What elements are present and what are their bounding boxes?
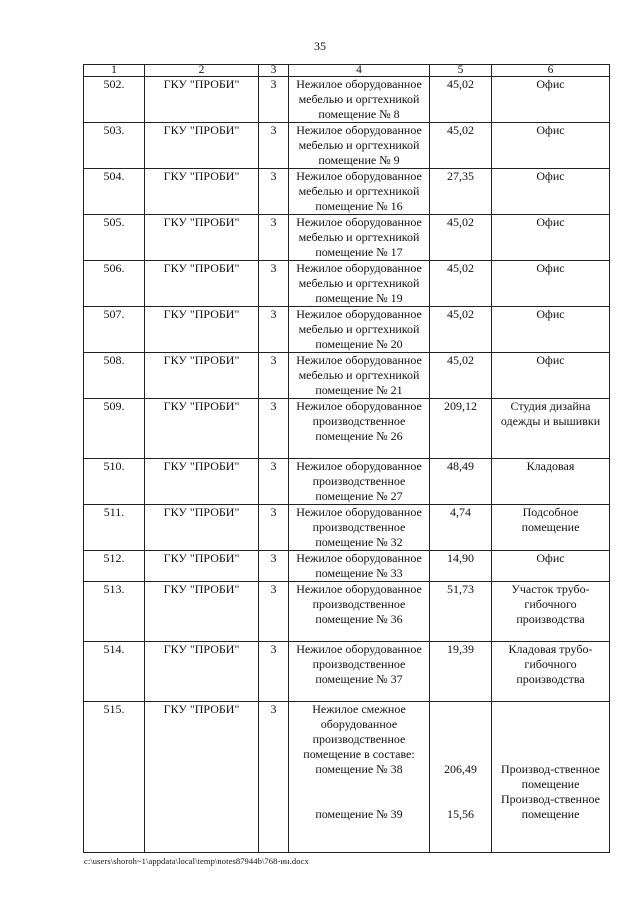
sub-use-39: Производ-ственное помещение [501, 792, 600, 821]
row-area: 51,73 [430, 582, 492, 642]
row-organization: ГКУ "ПРОБИ" [145, 261, 259, 307]
row-area: 209,12 [430, 399, 492, 459]
table-row [84, 353, 610, 399]
row-description: Нежилое оборудованное производственное помещение № 26 [289, 399, 430, 459]
row-use: Офис [492, 77, 610, 123]
table-row [84, 261, 610, 307]
row-description: Нежилое оборудованное мебелью и оргтехникой помещение № 20 [289, 307, 430, 353]
row-description: Нежилое оборудованное мебелью и оргтехникой помещение № 9 [289, 123, 430, 169]
row-number: 513. [84, 582, 145, 642]
table-row [84, 307, 610, 353]
row-organization: ГКУ "ПРОБИ" [145, 642, 259, 702]
sub-area-39: 15,56 [447, 807, 474, 821]
row-use [492, 702, 610, 853]
row-area: 45,02 [430, 261, 492, 307]
row-number: 502. [84, 77, 145, 123]
table-row [84, 77, 610, 123]
table-row [84, 123, 610, 169]
row-use: Участок трубо-гибочного производства [492, 582, 610, 642]
footer-file-path: c:\users\shoroh~1\appdata\local\temp\notes87944b\768-ин.docx [84, 856, 309, 866]
row-use: Офис [492, 261, 610, 307]
header-cell: 2 [145, 65, 259, 77]
row-col3: 3 [259, 702, 289, 853]
row-area: 48,49 [430, 459, 492, 505]
table-header-row [84, 65, 610, 77]
row-use: Кладовая трубо-гибочного производства [492, 642, 610, 702]
row-description: Нежилое оборудованное мебелью и оргтехникой помещение № 21 [289, 353, 430, 399]
row-description [289, 702, 430, 853]
row-number: 511. [84, 505, 145, 551]
row-description: Нежилое оборудованное мебелью и оргтехникой помещение № 19 [289, 261, 430, 307]
row-description: Нежилое оборудованное помещение № 33 [289, 551, 430, 582]
row-area [430, 702, 492, 853]
row-number: 504. [84, 169, 145, 215]
row-number: 514. [84, 642, 145, 702]
row-organization: ГКУ "ПРОБИ" [145, 215, 259, 261]
table-row [84, 642, 610, 702]
table-row [84, 215, 610, 261]
row-description: Нежилое оборудованное мебелью и оргтехникой помещение № 17 [289, 215, 430, 261]
row-col3: 3 [259, 642, 289, 702]
row-use: Кладовая [492, 459, 610, 505]
sub-description-38: помещение № 38 [315, 762, 403, 776]
row-description: Нежилое оборудованное мебелью и оргтехникой помещение № 8 [289, 77, 430, 123]
row-area: 27,35 [430, 169, 492, 215]
header-cell: 4 [289, 65, 430, 77]
row-use: Студия дизайна одежды и вышивки [492, 399, 610, 459]
row-number: 503. [84, 123, 145, 169]
row-col3: 3 [259, 582, 289, 642]
row-number: 505. [84, 215, 145, 261]
row-use: Подсобное помещение [492, 505, 610, 551]
row-number: 510. [84, 459, 145, 505]
row-description: Нежилое оборудованное производственное помещение № 36 [289, 582, 430, 642]
row-number: 515. [84, 702, 145, 853]
row-organization: ГКУ "ПРОБИ" [145, 582, 259, 642]
row-area: 4,74 [430, 505, 492, 551]
row-organization: ГКУ "ПРОБИ" [145, 123, 259, 169]
row-use: Офис [492, 551, 610, 582]
header-cell: 1 [84, 65, 145, 77]
property-table [83, 64, 610, 853]
row-description: Нежилое оборудованное производственное помещение № 32 [289, 505, 430, 551]
row-number: 506. [84, 261, 145, 307]
table-row-last [84, 702, 610, 853]
row-organization: ГКУ "ПРОБИ" [145, 77, 259, 123]
page-number: 35 [314, 39, 326, 53]
sub-description-39: помещение № 39 [315, 807, 403, 821]
row-col3: 3 [259, 77, 289, 123]
row-col3: 3 [259, 261, 289, 307]
header-cell: 6 [492, 65, 610, 77]
row-area: 14,90 [430, 551, 492, 582]
row-organization: ГКУ "ПРОБИ" [145, 505, 259, 551]
row-use: Офис [492, 353, 610, 399]
table-row [84, 459, 610, 505]
header-cell: 3 [259, 65, 289, 77]
row-area: 45,02 [430, 77, 492, 123]
sub-area-38: 206,49 [444, 762, 477, 776]
row-organization: ГКУ "ПРОБИ" [145, 702, 259, 853]
table-row [84, 551, 610, 582]
row-organization: ГКУ "ПРОБИ" [145, 459, 259, 505]
row-col3: 3 [259, 505, 289, 551]
row-organization: ГКУ "ПРОБИ" [145, 169, 259, 215]
sub-use-38: Производ-ственное помещение [501, 762, 600, 791]
row-number: 507. [84, 307, 145, 353]
row-description: Нежилое оборудованное мебелью и оргтехникой помещение № 16 [289, 169, 430, 215]
row-area: 45,02 [430, 215, 492, 261]
row-number: 509. [84, 399, 145, 459]
row-number: 512. [84, 551, 145, 582]
row-description: Нежилое оборудованное производственное помещение № 27 [289, 459, 430, 505]
row-description-main: Нежилое смежное оборудованное производственное помещение в составе: [303, 702, 415, 761]
row-use: Офис [492, 307, 610, 353]
row-number: 508. [84, 353, 145, 399]
row-use: Офис [492, 169, 610, 215]
row-col3: 3 [259, 307, 289, 353]
row-col3: 3 [259, 169, 289, 215]
row-area: 45,02 [430, 123, 492, 169]
table-row [84, 399, 610, 459]
row-use: Офис [492, 215, 610, 261]
table-row [84, 169, 610, 215]
header-cell: 5 [430, 65, 492, 77]
row-area: 19,39 [430, 642, 492, 702]
row-col3: 3 [259, 399, 289, 459]
row-area: 45,02 [430, 307, 492, 353]
row-col3: 3 [259, 215, 289, 261]
row-organization: ГКУ "ПРОБИ" [145, 551, 259, 582]
row-col3: 3 [259, 459, 289, 505]
row-organization: ГКУ "ПРОБИ" [145, 399, 259, 459]
row-area: 45,02 [430, 353, 492, 399]
table-row [84, 505, 610, 551]
row-col3: 3 [259, 123, 289, 169]
row-col3: 3 [259, 353, 289, 399]
row-organization: ГКУ "ПРОБИ" [145, 307, 259, 353]
row-description: Нежилое оборудованное производственное помещение № 37 [289, 642, 430, 702]
row-col3: 3 [259, 551, 289, 582]
table-row [84, 582, 610, 642]
row-use: Офис [492, 123, 610, 169]
row-organization: ГКУ "ПРОБИ" [145, 353, 259, 399]
